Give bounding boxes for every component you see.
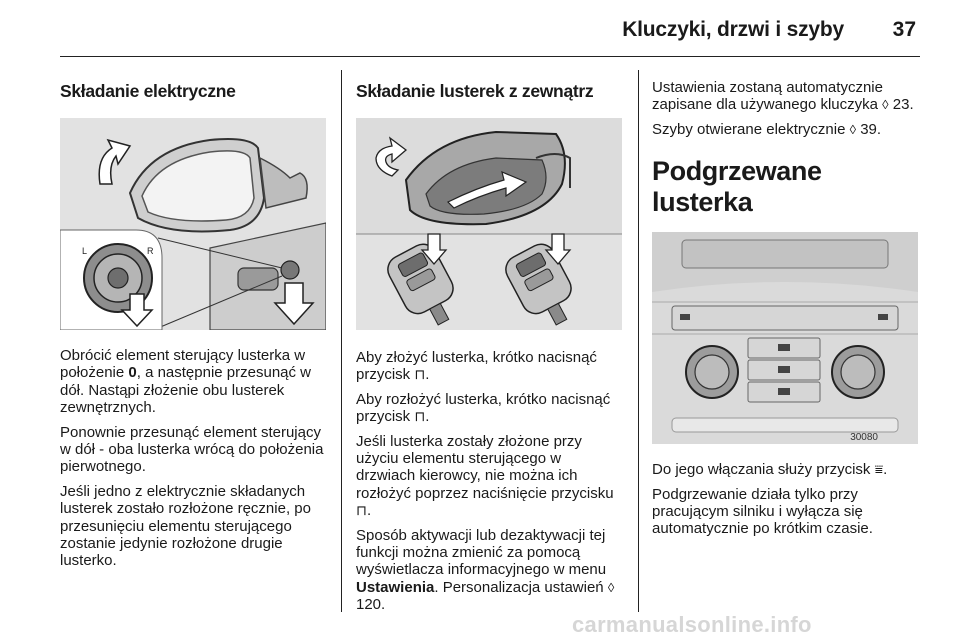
mirror-unfold-icon: ⊓ [356,502,367,519]
header-title: Kluczyki, drzwi i szyby [622,18,844,41]
paragraph: Jeśli lusterka zostały złożone przy użyciu elementu sterującego w drzwiach kierowcy, nie można ich rozłożyć poprzez naciśnięcie przycisku ⊓. [356,432,614,520]
column-divider [341,70,342,612]
paragraph: Szyby otwierane elektrycznie ◊ 39. [652,120,882,138]
page-reference-icon: ◊ [882,97,889,113]
paragraph: Obrócić element sterujący lusterka w położenie 0, a następnie przesunąć w dół. Nastąpi złożenie obu lusterek zewnętrznych. [60,347,312,417]
column-divider [638,70,639,612]
header-rule [60,56,920,57]
section-heading-remote-folding: Składanie lusterek z zewnątrz [356,81,594,101]
paragraph: Do jego włączania służy przycisk ⩸. [652,461,888,479]
mirror-fold-icon: ⊓ [414,366,426,383]
page-header [0,0,960,60]
paragraph: Ponownie przesunąć element sterujący w dół - oba lusterka wrócą do położenia pierwotnego. [60,423,324,476]
page-reference-icon: ◊ [607,579,615,595]
climate-panel-illustration [652,232,918,444]
mirror-unfold-icon: ⊓ [414,408,426,425]
column-1 [60,70,326,577]
figure-mirror-control [60,118,326,330]
svg-text:L: L [82,246,88,256]
figure-climate-panel [652,232,918,444]
paragraph: Jeśli jedno z elektrycznie składanych lusterek zostało rozłożone ręcznie, po przesunięciu elementu sterującego zostanie jedynie rozłożone drugie lusterko. [60,482,311,570]
section-heading-electric-folding: Składanie elektryczne [60,81,236,101]
page-reference-icon: ◊ [849,121,857,137]
key-remote-illustration [356,118,622,330]
paragraph: Sposób aktywacji lub dezaktywacji tej funkcji można zmienić za pomocą wyświetlacza informacyjnego w menu Ustawienia. Personalizacja ustawień ◊ 120. [356,526,615,614]
figure-key-remote [356,118,622,330]
paragraph: Ustawienia zostaną automatycznie zapisane dla używanego kluczyka ◊ 23. [652,79,914,114]
paragraph: Aby rozłożyć lusterka, krótko nacisnąć przycisk ⊓. [356,390,611,426]
section-heading-heated-mirrors: Podgrzewane lusterka [652,156,822,218]
mirror-control-illustration [60,118,326,330]
column-2 [356,70,624,621]
paragraph: Aby złożyć lusterka, krótko nacisnąć przycisk ⊓. [356,349,597,384]
svg-text:R: R [147,246,154,256]
watermark: carmanualsonline.info [572,612,812,637]
paragraph: Podgrzewanie działa tylko przy pracującym silniku i wyłącza się automatycznie po krótkim czasie. [652,485,873,538]
figure-code: 30080 [850,432,878,444]
page-number: 37 [892,18,916,41]
column-3 [652,70,922,545]
heated-mirror-icon: ⩸ [874,461,884,478]
